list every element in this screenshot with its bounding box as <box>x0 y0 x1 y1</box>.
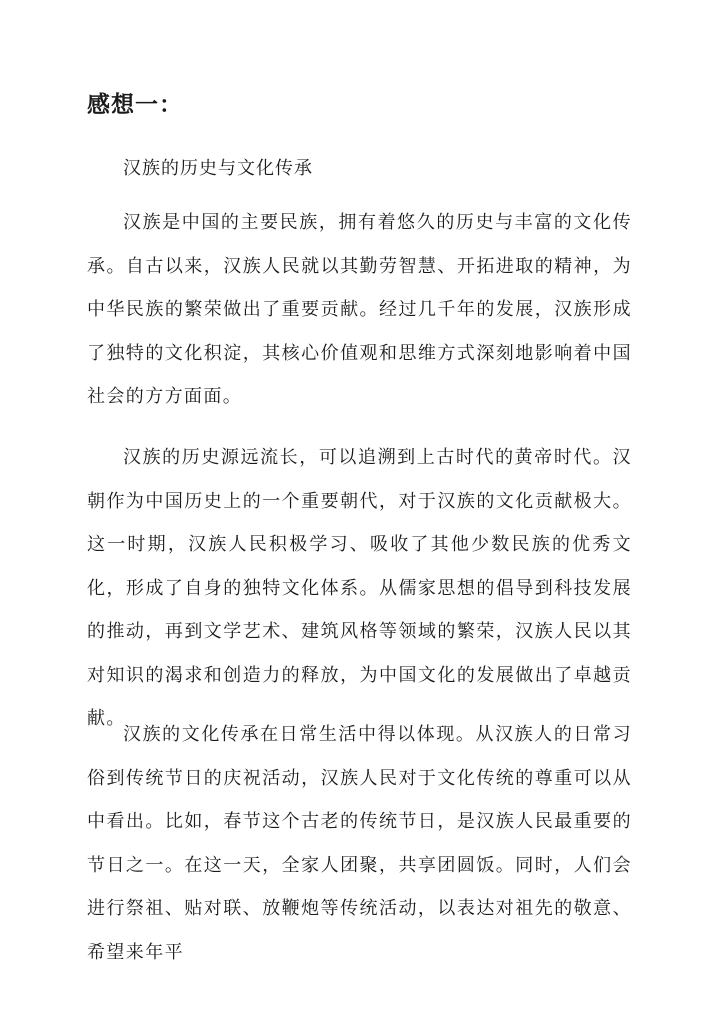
essay-subtitle: 汉族的历史与文化传承 <box>123 158 313 179</box>
essay-heading: 感想一： <box>87 91 183 118</box>
paragraph-1: 汉族是中国的主要民族，拥有着悠久的历史与丰富的文化传承。自古以来，汉族人民就以其勤劳智慧、开拓进取的精神，为中华民族的繁荣做出了重要贡献。经过几千年的发展，汉族形成了独特的文化积淀，其核心价值观和思维方式深刻地影响着中国社会的方方面面。 <box>87 212 632 407</box>
paragraph-2: 汉族的历史源远流长，可以追溯到上古时代的黄帝时代。汉朝作为中国历史上的一个重要朝代，对于汉族的文化贡献极大。这一时期，汉族人民积极学习、吸收了其他少数民族的优秀文化，形成了自身的独特文化体系。从儒家思想的倡导到科技发展的推动，再到文学艺术、建筑风格等领域的繁荣，汉族人民以其对知识的渴求和创造力的释放，为中国文化的发展做出了卓越贡献。 <box>87 447 632 729</box>
paragraph-3: 汉族的文化传承在日常生活中得以体现。从汉族人的日常习俗到传统节日的庆祝活动，汉族人民对于文化传统的尊重可以从中看出。比如，春节这个古老的传统节日，是汉族人民最重要的节日之一。在这一天，全家人团聚，共享团圆饭。同时，人们会进行祭祖、贴对联、放鞭炮等传统活动，以表达对祖先的敬意、希望来年平 <box>87 724 632 963</box>
